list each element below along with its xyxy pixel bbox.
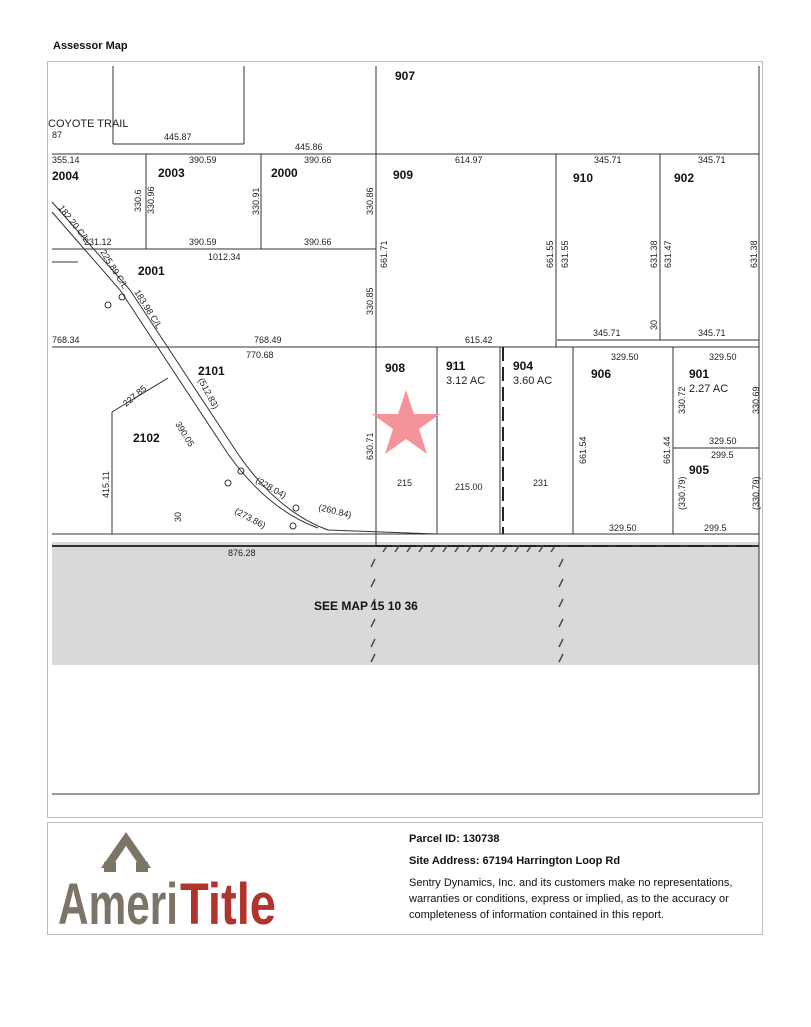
- dimension-label: 299.5: [711, 450, 734, 460]
- road-name-label: COYOTE TRAIL: [48, 118, 129, 130]
- parcel-number: 908: [385, 361, 406, 375]
- dimension-label: 631.55: [560, 240, 570, 268]
- dimension-label: (260.84): [317, 502, 353, 521]
- parcel-number: 904: [513, 359, 534, 373]
- parcel-number: 909: [393, 168, 414, 182]
- dimension-label: 390.05: [173, 419, 197, 449]
- site-address: Site Address: 67194 Harrington Loop Rd: [409, 855, 621, 867]
- dimension-label: 630.71: [365, 432, 375, 460]
- map-canvas[interactable]: [48, 62, 763, 818]
- dimension-label: 661.71: [379, 240, 389, 268]
- dimension-label: 30: [649, 319, 659, 330]
- parcel-number: 2102: [133, 431, 160, 445]
- dimension-label: 330.69: [751, 386, 761, 414]
- dimension-label: 330.6: [133, 189, 143, 212]
- dimension-label: 415.11: [101, 471, 111, 498]
- dimension-label: 615.42: [465, 335, 493, 345]
- parcel-number: 902: [674, 171, 695, 185]
- dimension-label: 445.86: [295, 142, 323, 152]
- dimension-label: 330.96: [146, 186, 156, 214]
- parcel-number: 2101: [198, 364, 225, 378]
- dimension-label: 768.34: [52, 335, 80, 345]
- page-title: Assessor Map: [53, 40, 128, 52]
- acreage-label: 3.12 AC: [446, 375, 486, 387]
- dimension-label: 345.71: [594, 155, 622, 165]
- dimension-label: 445.87: [164, 132, 192, 142]
- dimension-label: 770.68: [246, 350, 274, 360]
- svg-text:Title: Title: [180, 872, 276, 930]
- dimension-label: 390.59: [189, 237, 217, 247]
- dimension-label: 768.49: [254, 335, 282, 345]
- dimension-label: 182.20 C/L: [56, 203, 92, 244]
- parcel-number: 907: [395, 69, 416, 83]
- dimension-label: 227.85: [120, 383, 149, 409]
- parcel-number: 911: [446, 359, 466, 373]
- parcel-number: 901: [689, 367, 710, 381]
- acreage-label: 2.27 AC: [689, 383, 729, 395]
- svg-text:Ameri: Ameri: [58, 872, 178, 930]
- dimension-label: 614.97: [455, 155, 483, 165]
- dimension-label: 876.28: [228, 548, 256, 558]
- parcel-number: 2003: [158, 166, 185, 180]
- acreage-label: 3.60 AC: [513, 375, 553, 387]
- dimension-label: 330.85: [365, 287, 375, 315]
- dimension-label: 661.44: [662, 436, 672, 464]
- dimension-label: 330.86: [365, 187, 375, 215]
- dimension-label: 299.5: [704, 523, 727, 533]
- assessor-map[interactable]: [47, 61, 763, 818]
- dimension-label: 390.66: [304, 155, 332, 165]
- dimension-label: 345.71: [593, 328, 621, 338]
- see-map-label: SEE MAP 15 10 36: [314, 599, 418, 613]
- amerititle-logo: [56, 830, 278, 930]
- dimension-label: 355.14: [52, 155, 80, 165]
- disclaimer-text: Sentry Dynamics, Inc. and its customers make no representations, warranties or conditions, express or implied, as to the accuracy or completeness of information contained in this report.: [409, 877, 733, 921]
- dimension-label: (330.79): [751, 476, 761, 510]
- dimension-label: 329.50: [709, 436, 737, 446]
- survey-points: [105, 294, 299, 529]
- subject-parcel-star-icon: [372, 390, 440, 454]
- dimension-label: 345.71: [698, 328, 726, 338]
- dimension-label: 231.12: [84, 237, 112, 247]
- dimension-label: 231: [533, 478, 549, 488]
- dimension-label: (228.04): [254, 475, 289, 501]
- parcel-number: 2001: [138, 264, 165, 278]
- dimension-labels: [52, 130, 761, 558]
- dimension-label: 330.91: [251, 187, 261, 215]
- dimension-label: (512.83): [196, 376, 221, 411]
- dimension-label: (273.86): [233, 505, 268, 531]
- dimension-label: 330.72: [677, 386, 687, 414]
- parcel-number: 2004: [52, 169, 79, 183]
- parcel-id: Parcel ID: 130738: [409, 833, 500, 845]
- dimension-label: 329.50: [611, 352, 639, 362]
- dimension-label: 631.47: [663, 240, 673, 268]
- dimension-label: 631.38: [649, 240, 659, 268]
- dimension-label: 345.71: [698, 155, 726, 165]
- dimension-label: 390.66: [304, 237, 332, 247]
- dimension-label: 30: [173, 511, 183, 522]
- dimension-label: 215.00: [455, 482, 483, 492]
- parcel-number: 2000: [271, 166, 298, 180]
- dimension-label: 631.38: [749, 240, 759, 268]
- dimension-label: 390.59: [189, 155, 217, 165]
- dimension-label: 87: [52, 130, 63, 140]
- dimension-label: (330.79): [677, 476, 687, 510]
- dimension-label: 215: [397, 478, 413, 488]
- parcel-number: 906: [591, 367, 612, 381]
- dimension-label: 1012.34: [208, 252, 241, 262]
- parcel-number: 910: [573, 171, 594, 185]
- dimension-label: 329.50: [709, 352, 737, 362]
- report-footer: [47, 822, 763, 935]
- parcel-number: 905: [689, 463, 710, 477]
- parcel-info: [409, 831, 749, 923]
- dimension-label: 183.98 C/L: [132, 287, 165, 331]
- dimension-label: 661.55: [545, 240, 555, 268]
- dimension-label: 225.89 C/L: [98, 247, 131, 291]
- dimension-label: 329.50: [609, 523, 637, 533]
- dimension-label: 661.54: [578, 436, 588, 464]
